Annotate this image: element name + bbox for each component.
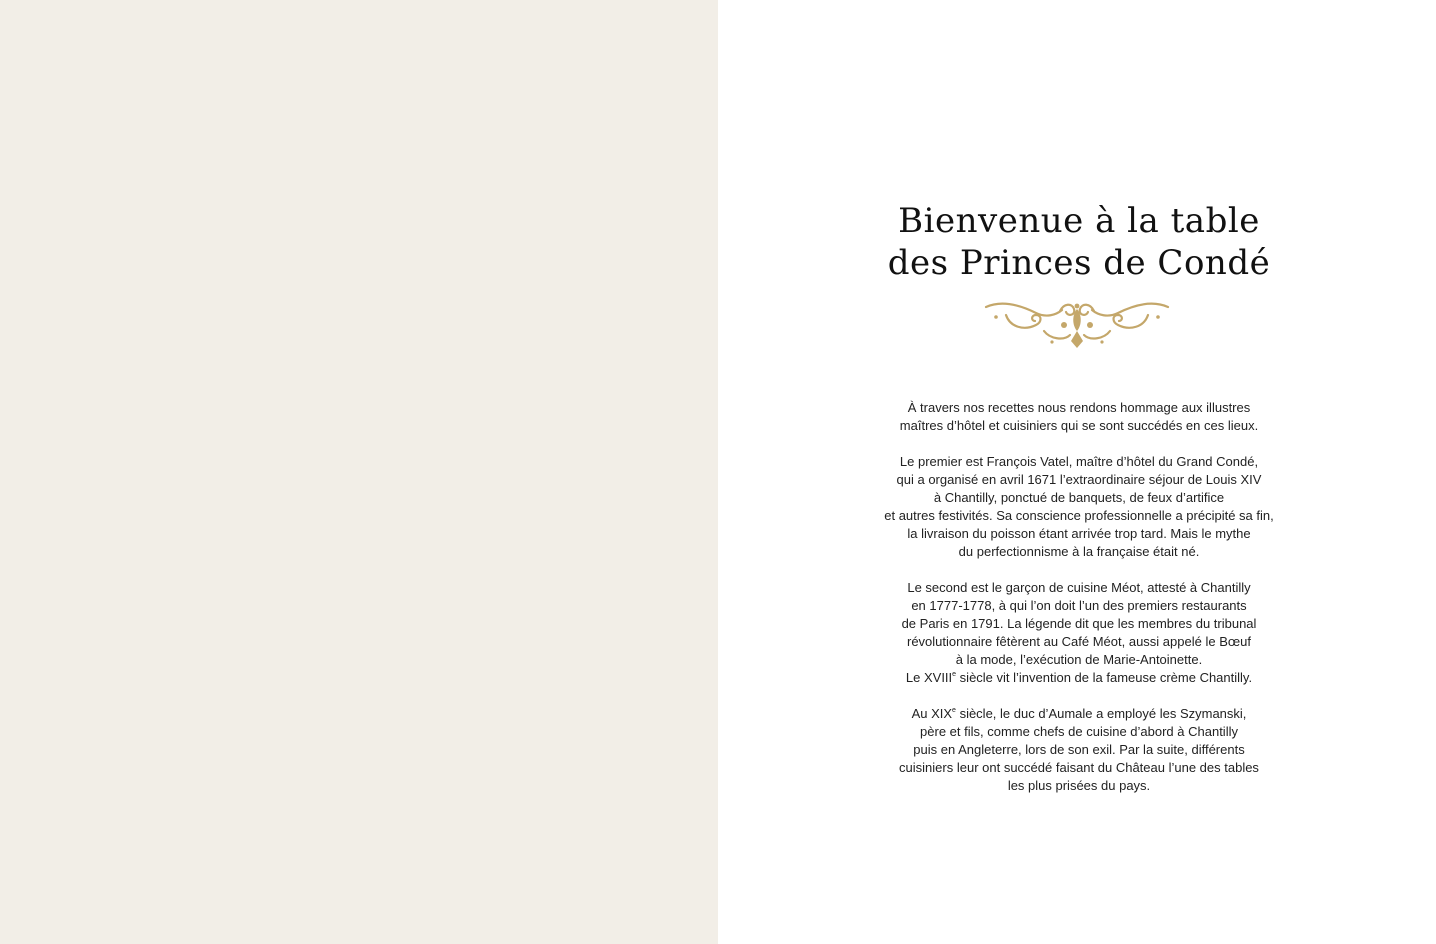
text-line: puis en Angleterre, lors de son exil. Par la suite, différents <box>913 742 1245 757</box>
text-segment: Au XIX <box>911 706 953 721</box>
superscript: e <box>952 707 956 714</box>
text-line: et autres festivités. Sa conscience professionnelle a précipité sa fin, <box>884 508 1274 523</box>
text-line: maîtres d’hôtel et cuisiniers qui se sont succédés en ces lieux. <box>899 418 1259 433</box>
text-segment: Le XVIII <box>905 670 953 685</box>
text-segment: siècle, le duc d’Aumale a employé les Szymanski, <box>955 706 1247 721</box>
text-line: À travers nos recettes nous rendons hommage aux illustres <box>907 400 1251 415</box>
paragraph-2 <box>722 453 1436 561</box>
text-line: à Chantilly, ponctué de banquets, de feux d’artifice <box>933 490 1225 505</box>
right-page <box>718 0 1436 944</box>
paragraph-4 <box>722 705 1436 795</box>
text-line: la livraison du poisson étant arrivée trop tard. Mais le mythe <box>907 526 1251 541</box>
text-line: père et fils, comme chefs de cuisine d’abord à Chantilly <box>920 724 1238 739</box>
text-line: les plus prisées du pays. <box>1007 778 1151 793</box>
text-line: du perfectionnisme à la française était né. <box>958 544 1200 559</box>
text-line: en 1777-1778, à qui l’on doit l’un des premiers restaurants <box>911 598 1247 613</box>
paragraph-3 <box>722 579 1436 687</box>
intro-text <box>718 399 1436 795</box>
text-segment: siècle vit l’invention de la fameuse crème Chantilly. <box>956 670 1253 685</box>
text-line: qui a organisé en avril 1671 l’extraordinaire séjour de Louis XIV <box>896 472 1262 487</box>
flourish-ornament-icon <box>984 301 1170 349</box>
superscript: e <box>952 671 957 678</box>
page-title <box>718 200 1436 284</box>
text-line: Le premier est François Vatel, maître d’hôtel du Grand Condé, <box>899 454 1259 469</box>
text-line: de Paris en 1791. La légende dit que les membres du tribunal <box>901 616 1257 631</box>
title-line-2: des Princes de Condé <box>887 243 1271 283</box>
text-line-century <box>722 669 1436 687</box>
title-line-1: Bienvenue à la table <box>898 201 1260 241</box>
text-line: Le second est le garçon de cuisine Méot, attesté à Chantilly <box>907 580 1251 595</box>
page-content <box>718 200 1436 813</box>
paragraph-1 <box>722 399 1436 435</box>
text-line: révolutionnaire fêtèrent au Café Méot, aussi appelé le Bœuf <box>907 634 1251 649</box>
text-line: cuisiniers leur ont succédé faisant du Château l’une des tables <box>899 760 1259 775</box>
text-line: à la mode, l’exécution de Marie-Antoinette. <box>955 652 1203 667</box>
text-line-century <box>722 705 1436 723</box>
